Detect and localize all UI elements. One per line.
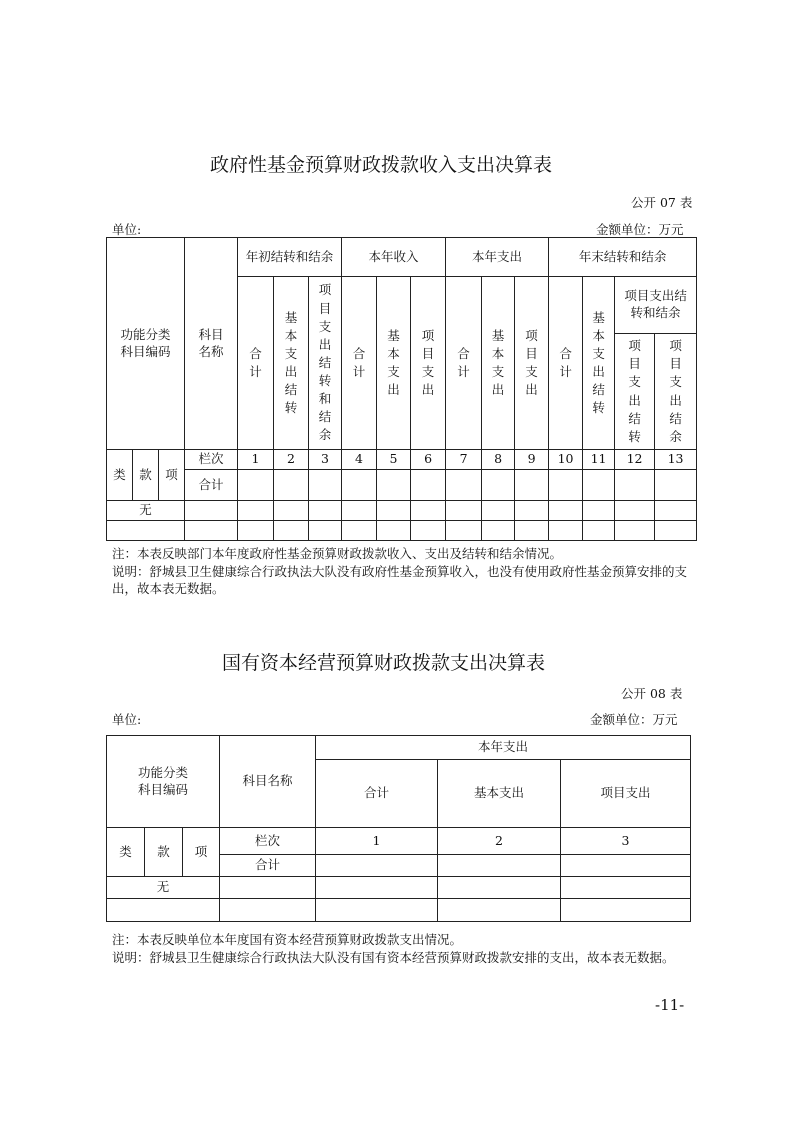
table-cell bbox=[515, 501, 549, 521]
start-total-header: 合计 bbox=[238, 277, 274, 450]
table2-code: 公开 08 表 bbox=[621, 686, 683, 701]
end-project-surplus-header: 项目支出结余 bbox=[655, 334, 697, 450]
table-cell bbox=[655, 501, 697, 521]
end-project-group-header: 项目支出结转和结余 bbox=[615, 277, 697, 334]
group-end-header: 年末结转和结余 bbox=[549, 238, 697, 277]
table2-explanation: 说明：舒城县卫生健康综合行政执法大队没有国有资本经营预算财政拨款安排的支出，故本表无数据。 bbox=[112, 950, 675, 965]
table-cell bbox=[377, 470, 411, 501]
subject-name-header: 科目名称 bbox=[185, 238, 238, 450]
table-cell bbox=[482, 501, 515, 521]
expense-basic-header: 基本支出 bbox=[438, 760, 561, 828]
income-total-header: 合计 bbox=[342, 277, 377, 450]
table1-title: 政府性基金预算财政拨款收入支出决算表 bbox=[210, 154, 553, 176]
table-cell bbox=[342, 470, 377, 501]
table2 bbox=[106, 735, 691, 922]
func-code-header: 功能分类科目编码 bbox=[107, 736, 220, 828]
table-cell bbox=[615, 470, 655, 501]
start-project-carry-header: 项目支出结转和结余 bbox=[309, 277, 342, 450]
table-cell bbox=[583, 521, 615, 541]
func-code-header: 功能分类科目编码 bbox=[107, 238, 185, 450]
table-cell bbox=[549, 521, 583, 541]
col-number: 12 bbox=[615, 450, 655, 470]
table2-title: 国有资本经营预算财政拨款支出决算表 bbox=[222, 652, 546, 674]
table-cell bbox=[655, 470, 697, 501]
table-cell bbox=[107, 899, 220, 922]
table-cell bbox=[185, 521, 238, 541]
row-label-lei: 类 bbox=[107, 450, 133, 501]
row-label-xiang: 项 bbox=[183, 828, 220, 877]
table1 bbox=[106, 237, 697, 541]
table-cell bbox=[482, 521, 515, 541]
row-label-kuan: 款 bbox=[145, 828, 183, 877]
table-cell bbox=[446, 501, 482, 521]
table-cell bbox=[549, 470, 583, 501]
table1-unit-label: 单位: bbox=[112, 222, 142, 237]
row-label-lei: 类 bbox=[107, 828, 145, 877]
table-cell bbox=[411, 501, 446, 521]
table-cell bbox=[615, 521, 655, 541]
table-cell bbox=[655, 521, 697, 541]
row-label-heji: 合计 bbox=[185, 470, 238, 501]
expense-basic-header: 基本支出 bbox=[482, 277, 515, 450]
table-cell bbox=[274, 470, 309, 501]
col-number: 9 bbox=[515, 450, 549, 470]
col-number: 6 bbox=[411, 450, 446, 470]
table-cell bbox=[482, 470, 515, 501]
table-cell bbox=[316, 899, 438, 922]
col-number: 2 bbox=[274, 450, 309, 470]
table-cell bbox=[342, 521, 377, 541]
table-cell bbox=[274, 521, 309, 541]
table-cell bbox=[377, 521, 411, 541]
table-cell bbox=[274, 501, 309, 521]
col-number: 3 bbox=[561, 828, 691, 855]
expense-project-header: 项目支出 bbox=[561, 760, 691, 828]
col-number: 1 bbox=[316, 828, 438, 855]
row-label-kuan: 款 bbox=[133, 450, 159, 501]
table-cell bbox=[438, 899, 561, 922]
table-cell bbox=[583, 470, 615, 501]
col-number: 2 bbox=[438, 828, 561, 855]
income-project-header: 项目支出 bbox=[411, 277, 446, 450]
group-expense-header: 本年支出 bbox=[446, 238, 549, 277]
table-cell bbox=[615, 501, 655, 521]
table-cell bbox=[220, 899, 316, 922]
end-total-header: 合计 bbox=[549, 277, 583, 450]
table2-note: 注：本表反映单位本年度国有资本经营预算财政拨款支出情况。 bbox=[112, 932, 463, 947]
start-basic-carry-header: 基本支出结转 bbox=[274, 277, 309, 450]
subject-name-header: 科目名称 bbox=[220, 736, 316, 828]
group-expense-header: 本年支出 bbox=[316, 736, 691, 760]
expense-total-header: 合计 bbox=[316, 760, 438, 828]
col-number: 13 bbox=[655, 450, 697, 470]
row-label-xiang: 项 bbox=[159, 450, 185, 501]
table-cell bbox=[411, 521, 446, 541]
table-cell bbox=[438, 877, 561, 899]
expense-project-header: 项目支出 bbox=[515, 277, 549, 450]
group-income-header: 本年收入 bbox=[342, 238, 446, 277]
col-number: 10 bbox=[549, 450, 583, 470]
table-cell bbox=[238, 501, 274, 521]
col-number: 8 bbox=[482, 450, 515, 470]
col-number: 11 bbox=[583, 450, 615, 470]
table-cell bbox=[549, 501, 583, 521]
table2-amount-unit: 金额单位：万元 bbox=[590, 712, 678, 727]
table-cell bbox=[238, 521, 274, 541]
col-number: 1 bbox=[238, 450, 274, 470]
table-cell bbox=[309, 521, 342, 541]
row-label-heji: 合计 bbox=[220, 855, 316, 877]
table-cell bbox=[515, 521, 549, 541]
table-cell bbox=[238, 470, 274, 501]
table-cell bbox=[561, 899, 691, 922]
table-cell bbox=[342, 501, 377, 521]
group-start-header: 年初结转和结余 bbox=[238, 238, 342, 277]
table-cell bbox=[515, 470, 549, 501]
end-project-carry-header: 项目支出结转 bbox=[615, 334, 655, 450]
page-number: -11- bbox=[655, 996, 685, 1014]
table-cell bbox=[309, 470, 342, 501]
table-cell bbox=[377, 501, 411, 521]
table2-unit-label: 单位: bbox=[112, 712, 142, 727]
col-number: 3 bbox=[309, 450, 342, 470]
table-cell bbox=[185, 501, 238, 521]
end-basic-carry-header: 基本支出结转 bbox=[583, 277, 615, 450]
row-label-none: 无 bbox=[107, 877, 220, 899]
table1-amount-unit: 金额单位：万元 bbox=[596, 222, 684, 237]
table1-explanation: 说明：舒城县卫生健康综合行政执法大队没有政府性基金预算收入，也没有使用政府性基金预算安排的支出，故本表无数据。 bbox=[112, 564, 688, 596]
table-cell bbox=[583, 501, 615, 521]
table1-code: 公开 07 表 bbox=[631, 195, 693, 210]
table-cell bbox=[107, 521, 185, 541]
table-cell bbox=[561, 877, 691, 899]
table-cell bbox=[316, 877, 438, 899]
row-label-lanci: 栏次 bbox=[185, 450, 238, 470]
table1-note: 注：本表反映部门本年度政府性基金预算财政拨款收入、支出及结转和结余情况。 bbox=[112, 546, 563, 561]
table-cell bbox=[316, 855, 438, 877]
table-cell bbox=[446, 470, 482, 501]
col-number: 7 bbox=[446, 450, 482, 470]
table-cell bbox=[561, 855, 691, 877]
table-cell bbox=[309, 501, 342, 521]
col-number: 5 bbox=[377, 450, 411, 470]
row-label-lanci: 栏次 bbox=[220, 828, 316, 855]
table-cell bbox=[220, 877, 316, 899]
row-label-none: 无 bbox=[107, 501, 185, 521]
expense-total-header: 合计 bbox=[446, 277, 482, 450]
table-cell bbox=[438, 855, 561, 877]
table-cell bbox=[411, 470, 446, 501]
table-cell bbox=[446, 521, 482, 541]
income-basic-header: 基本支出 bbox=[377, 277, 411, 450]
col-number: 4 bbox=[342, 450, 377, 470]
